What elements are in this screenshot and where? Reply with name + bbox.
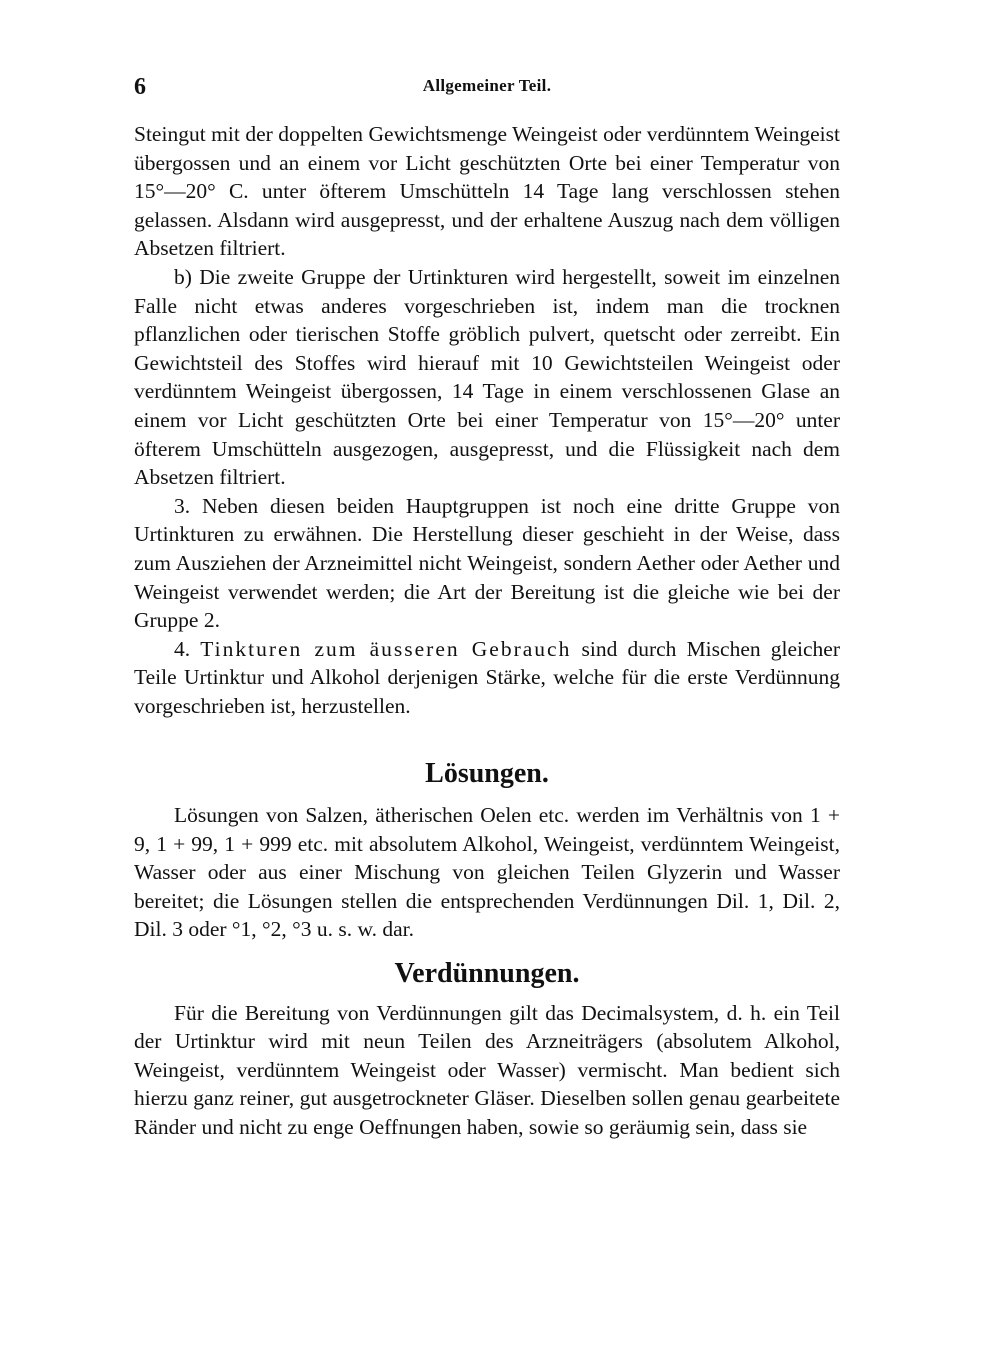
paragraph-intro: Steingut mit der doppelten Gewichtsmenge Weingeist oder verdünntem Weingeist übergossen und an einem vor Licht geschützten Orte bei einer Temperatur von 15°—20° C. unter öfterem Umschütteln 14 Tage lang verschlossen stehen gelassen. Alsdann wird ausgepresst, und der erhaltene Auszug nach dem völligen Absetzen filtriert. xyxy=(134,122,840,261)
body-text xyxy=(134,120,840,1142)
paragraph-4-number: 4. xyxy=(174,636,201,661)
paragraph-4 xyxy=(134,635,840,721)
running-title: Allgemeiner Teil. xyxy=(422,76,552,95)
paragraph-b: b) Die zweite Gruppe der Urtinkturen wird hergestellt, soweit im einzelnen Falle nicht etwas anderes vorgeschrieben ist, indem man die trocknen pflanzlichen oder tierischen Stoffe gröblich pulvert, quetscht oder zerreibt. Ein Gewichtsteil des Stoffes wird hierauf mit 10 Gewichtsteilen Weingeist oder verdünntem Weingeist übergossen, 14 Tage in einem verschlossenen Glase an einem vor Licht geschützten Orte bei einer Temperatur von 15°—20° unter öfterem Umschütteln ausgezogen, ausgepresst, und die Flüssigkeit nach dem Absetzen filtriert. xyxy=(134,264,840,490)
paragraph-loesungen: Lösungen von Salzen, ätherischen Oelen etc. werden im Verhältnis von 1 + 9, 1 + 99, 1 + 999 etc. mit absolutem Alkohol, Weingeist, verdünntem Weingeist, Wasser oder aus einer Mischung von gleichen Teilen Glyzerin und Wasser bereitet; die Lösungen stellen die entsprechenden Verdünnungen Dil. 1, Dil. 2, Dil. 3 oder °1, °2, °3 u. s. w. dar. xyxy=(134,803,840,942)
paragraph-3: 3. Neben diesen beiden Hauptgruppen ist noch eine dritte Gruppe von Urtinkturen zu erwähnen. Die Herstellung dieser geschieht in der Weise, dass zum Ausziehen der Arzneimittel nicht Weingeist, sondern Aether oder Aether und Weingeist verwendet werden; die Art der Bereitung ist die gleiche wie bei der Gruppe 2. xyxy=(134,493,840,633)
heading-loesungen: Lösungen. xyxy=(425,758,549,790)
paragraph-4-text: sind durch Mischen gleicher Teile Urtinktur und Alkohol derjenigen Stärke, welche für die erste Verdünnung vorgeschrieben ist, herzustellen. xyxy=(134,636,840,718)
paragraph-4-emphasis: Tinkturen zum äusseren Gebrauch xyxy=(200,636,572,661)
running-head xyxy=(134,74,840,104)
heading-verduennungen: Verdünnungen. xyxy=(394,958,580,990)
paragraph-verduennungen: Für die Bereitung von Verdünnungen gilt das Decimalsystem, d. h. ein Teil der Urtinktur wird mit neun Teilen des Arzneiträgers (absolutem Alkohol, Weingeist, verdünntem Weingeist oder Wasser) vermischt. Man bedient sich hierzu ganz reiner, gut ausgetrockneter Gläser. Dieselben sollen genau gearbeitete Ränder und nicht zu enge Oeffnungen haben, sowie so geräumig sein, dass sie xyxy=(134,1000,840,1139)
page-number: 6 xyxy=(134,74,146,100)
